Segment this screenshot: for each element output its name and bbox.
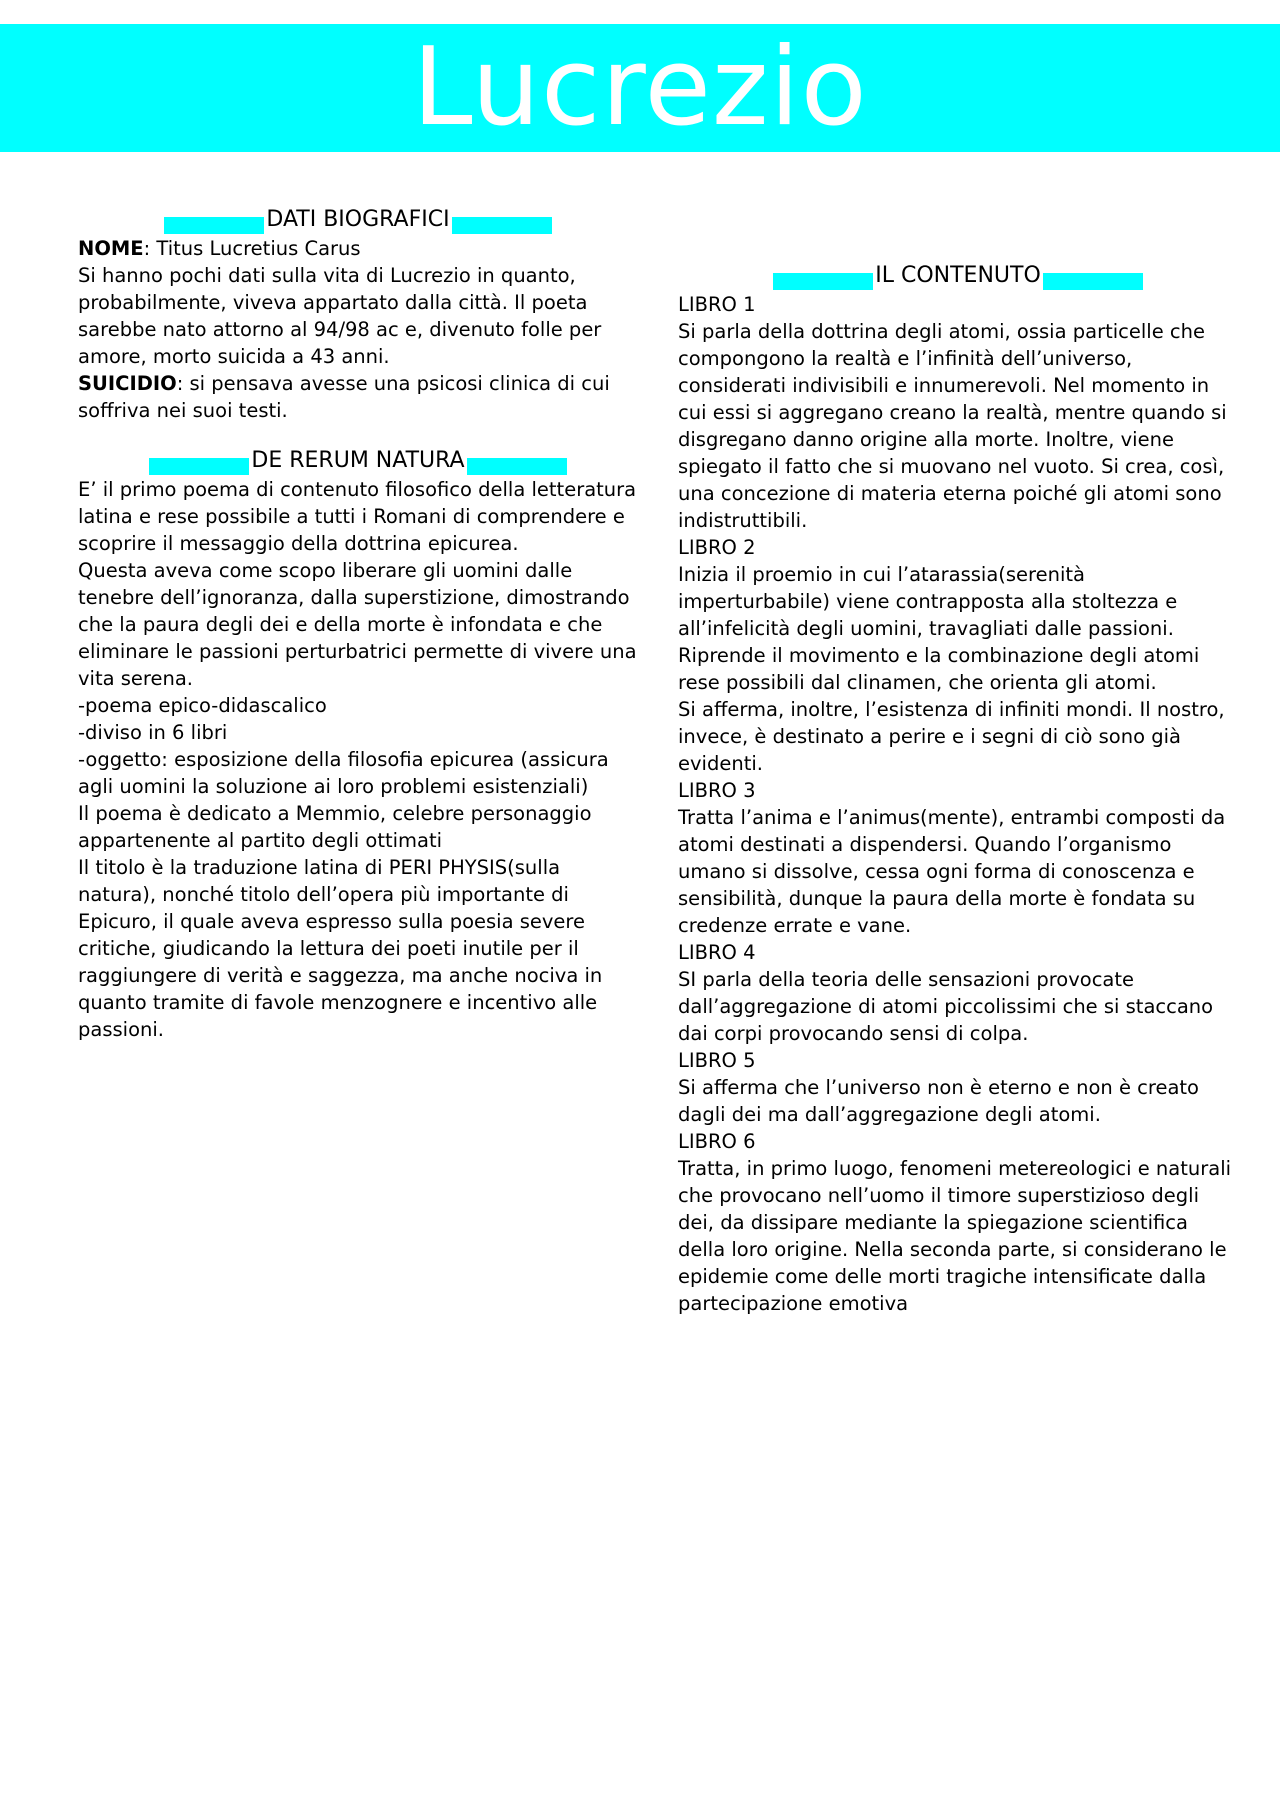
libro-paragraph: Tratta, in primo luogo, fenomeni metereologici e naturali che provocano nell’uomo il timore superstizioso degli dei, da dissipare mediante la spiegazione scientifica della loro origine. Nella seconda parte, si considerano le epidemie come delle morti tragiche intensificate dalla partecipazione emotiva <box>678 1157 1232 1315</box>
bio-text: Si hanno pochi dati sulla vita di Lucrezio in quanto, probabilmente, viveva appartato dalla città. Il poeta sarebbe nato attorno al 94/98 ac e, divenuto folle per amore, morto suicida a 43 anni. <box>78 264 602 368</box>
bio-name <box>78 235 638 262</box>
derum-paragraph: Il poema è dedicato a Memmio, celebre personaggio appartenente al partito degli ottimati <box>78 802 592 852</box>
heading-text: DE RERUM NATURA <box>251 448 465 473</box>
section-heading-derum <box>78 446 638 476</box>
libro-paragraph: Tratta l’anima e l’animus(mente), entrambi composti da atomi destinati a dispendersi. Quando l’organismo umano si dissolve, cessa ogni forma di conoscenza e sensibilità, dunque la paura della morte è fondata su credenze errate e vane. <box>678 806 1226 937</box>
derum-paragraph: -diviso in 6 libri <box>78 721 228 744</box>
bio-suicide <box>78 370 638 424</box>
heading-bar-left <box>773 273 873 290</box>
spacer <box>78 424 638 446</box>
heading-bar-left <box>164 217 264 234</box>
libro-label: LIBRO 6 <box>678 1130 756 1153</box>
heading-text: IL CONTENUTO <box>875 263 1041 288</box>
libro-label: LIBRO 3 <box>678 779 756 802</box>
libro-label: LIBRO 4 <box>678 941 756 964</box>
derum-paragraph: -oggetto: esposizione della filosofia epicurea (assicura agli uomini la soluzione ai loro problemi esistenziali) <box>78 748 609 798</box>
libro-paragraph: Si parla della dottrina degli atomi, ossia particelle che compongono la realtà e l’infinità dell’universo, considerati indivisibili e innumerevoli. Nel momento in cui essi si aggregano creano la realtà, mentre quando si disgregano danno origine alla morte. Inoltre, viene spiegato il fatto che si muovano nel vuoto. Si crea, così, una concezione di materia eterna poiché gli atomi sono indistruttibili. <box>678 320 1227 532</box>
libro-paragraph: Riprende il movimento e la combinazione degli atomi rese possibili dal clinamen, che orienta gli atomi. <box>678 644 1200 694</box>
suicide-value: : si pensava avesse una psicosi clinica di cui soffriva nei suoi testi. <box>78 372 610 422</box>
section-heading-contenuto <box>678 261 1238 291</box>
derum-paragraph: Questa aveva come scopo liberare gli uomini dalle tenebre dell’ignoranza, dalla superstizione, dimostrando che la paura degli dei e della morte è infondata e che eliminare le passioni perturbatrici permette di vivere una vita serena. <box>78 559 637 690</box>
heading-bar-left <box>149 458 249 475</box>
libro-paragraph: Si afferma, inoltre, l’esistenza di infiniti mondi. Il nostro, invece, è destinato a perire e i segni di ciò sono già evidenti. <box>678 698 1225 775</box>
heading-bar-right <box>1043 273 1143 290</box>
heading-text: DATI BIOGRAFICI <box>266 207 450 232</box>
heading-bar-right <box>452 217 552 234</box>
derum-paragraph: Il titolo è la traduzione latina di PERI PHYSIS(sulla natura), nonché titolo dell’opera più importante di Epicuro, il quale aveva espresso sulla poesia severe critiche, giudicando la lettura dei poeti inutile per il raggiungere di verità e saggezza, ma anche nociva in quanto tramite di favole menzognere e incentivo alle passioni. <box>78 856 603 1041</box>
libro-paragraph: SI parla della teoria delle sensazioni provocate dall’aggregazione di atomi piccolissimi che si staccano dai corpi provocando sensi di colpa. <box>678 968 1214 1045</box>
libro-paragraph: Inizia il proemio in cui l’atarassia(serenità imperturbabile) viene contrapposta alla stoltezza e all’infelicità degli uomini, travagliati dalle passioni. <box>678 563 1178 640</box>
name-label: NOME <box>78 237 144 260</box>
libro-label: LIBRO 5 <box>678 1049 756 1072</box>
right-column <box>678 261 1238 1317</box>
derum-paragraph: -poema epico-didascalico <box>78 694 327 717</box>
libro-label: LIBRO 1 <box>678 293 756 316</box>
heading-bar-right <box>467 458 567 475</box>
left-column <box>78 205 638 1043</box>
suicide-label: SUICIDIO <box>78 372 177 395</box>
name-value: : Titus Lucretius Carus <box>143 237 361 260</box>
derum-paragraph: E’ il primo poema di contenuto filosofico della letteratura latina e rese possibile a tutti i Romani di comprendere e scoprire il messaggio della dottrina epicurea. <box>78 478 637 555</box>
page-title: Lucrezio <box>412 25 868 150</box>
libro-label: LIBRO 2 <box>678 536 756 559</box>
section-heading-bio <box>78 205 638 235</box>
libro-paragraph: Si afferma che l’universo non è eterno e non è creato dagli dei ma dall’aggregazione degli atomi. <box>678 1076 1199 1126</box>
